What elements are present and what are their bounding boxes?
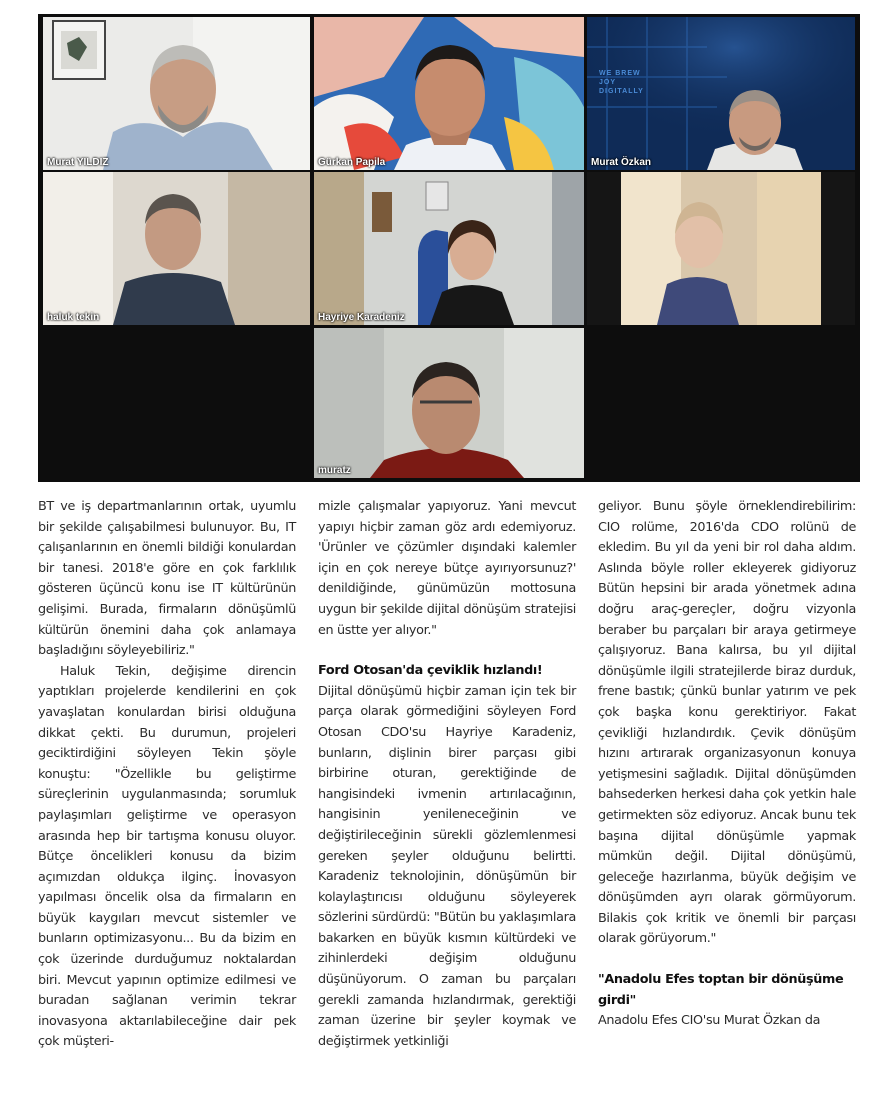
section-heading: Ford Otosan'da çeviklik hızlandı!	[318, 663, 543, 679]
participant-video-5	[314, 172, 584, 325]
article-column-1	[38, 497, 296, 1053]
poster-text: WE BREW JOY DIGITALLY	[599, 70, 644, 95]
participant-name: Hayriye Karadeniz	[318, 312, 405, 323]
article-column-2	[318, 497, 576, 1052]
participant-name: Murat YILDIZ	[47, 157, 109, 168]
participant-name: Murat Özkan	[591, 157, 652, 168]
article-paragraph: Dijital dönüşümü hiçbir zaman için tek bir parça olarak görmediğini söyleyen Ford Otosan CDO'su Hayriye Karadeniz, bunların, dişlinin birer parçası gibi birbirine oturan, gerektiğinde de hangisindeki ivmenin artırılacağının, hangisinin yenileneceğinin ve değiştirileceğinin sürekli gözlemlenmesi gereken şeyler olduğunu belirtti. Karadeniz teknolojinin, dönüşümün bir kolaylaştırıcısı olduğunu söyleyerek sözlerini sürdürdü: "Bütün bu yaklaşımlara bakarken en büyük kısmın kültürdeki ve zihinlerdeki değişim olduğunu düşünüyorum. O zaman bu parçaları gerekli zamanda hızlandırmak, gerektiği zaman üzerine bir şeyler koymak ve değiştirmek yetkinliği	[318, 683, 576, 1049]
participant-name: Gürkan Papila	[318, 157, 386, 168]
participant-video-7	[314, 328, 584, 478]
participant-video-2	[314, 17, 584, 170]
video-tile-muratz	[314, 328, 584, 478]
video-tile-murat-ozkan	[587, 17, 855, 170]
article-paragraph: Haluk Tekin, değişime direncin yaptıkları projelerde kendilerini en çok yavaşlatan konulardan birisi olduğuna dikkat çekti. Bu durumun, projeleri geciktirdiğini söyleyen Tekin şöyle konuştu: "Özellikle bu geliştirme süreçlerinin uygulanmasında; sorumluk paylaşımları geliştirme ve operasyon arasında hep bir tartışma konusu oluyor. Bütçe öncelikleri konusu da bizim açımızdan oldukça ilginç. İnovasyon yapılması öncelik olsa da firmaların en büyük kaygıları mevcut sistemler ve bunların optimizasyonu... Bu da bizim en çok üzerinde durduğumuz noktalardan biri. Mevcut yapının optimize edilmesi ve buradan sağlanan verimin tekrar inovasyona aktarılabileceğine dair pek çok müşteri-	[38, 663, 296, 1050]
video-tile-gurkan-papila	[314, 17, 584, 170]
video-tile-hayriye-karadeniz	[314, 172, 584, 325]
section-spacer	[318, 641, 576, 661]
article-paragraph: geliyor. Bunu şöyle örneklendirebilirim: CIO rolüme, 2016'da CDO rolünü de ekledim. Bu yıl da yeni bir rol daha aldım. Aslında böyle roller ekleyerek gidiyoruz Bütün hepsini bir arada yönetmek adına doğru araç-gereçler, doğru vizyonla beraber bu parçaları bir araya getirmeye çalışıyoruz. Bana kalırsa, bu yıl dijital dönüşümle ilgili stratejilerde biraz durduk, frene bastık; çünkü bunlar yatırım ve pek çok başka konu gerektiriyor. Fakat çevikliği hızlandırdık. Çevik dönüşüm hızını artırarak organizasyonun konuya yetişmesini sağladık. Dijital dönüşümden bahsederken herkesi daha çok yetkin hale getirmekten söz ediyoruz. Ancak bunu tek başına dijital dönüşümle yapmak mümkün değil. Dijital dönüşümü, geleceğe hazırlanma, büyük değişim ve dönüşümden ayrı olarak görmüyorum. Bilakis çok kritik ve önemli bir parçası olarak görüyorum."	[598, 499, 856, 947]
participant-name: muratz	[318, 465, 351, 476]
section-heading: "Anadolu Efes toptan bir dönüşüme girdi"	[598, 972, 844, 1008]
video-call-screenshot	[38, 14, 860, 482]
participant-video-4	[43, 172, 310, 325]
article-paragraph: BT ve iş departmanlarının ortak, uyumlu bir şekilde çalışabilmesi bulunuyor. Bu, IT çalışanlarının en önemli bildiği konulardan bir tanesi. 2018'e göre en çok farklılık gösteren üçüncü konu ise IT kültürünün gelişimi. Burada, firmaların dönüşümlü kültürün önemini daha çok anlamaya başladığını söyleyebiliriz."	[38, 499, 296, 659]
section-spacer	[598, 950, 856, 970]
article-paragraph: mizle çalışmalar yapıyoruz. Yani mevcut yapıyı hiçbir zaman göz ardı edemiyoruz. 'Ürünler ve çözümler dışındaki kalemler için en çok nereye bütçe ayırıyorsunuz?' denildiğinde, günümüzün mottosuna uygun bir şekilde dijital dönüşüm stratejisi en üstte yer alıyor."	[318, 499, 576, 638]
video-tile-haluk-tekin	[43, 172, 310, 325]
article-paragraph: Anadolu Efes CIO'su Murat Özkan da	[598, 1013, 821, 1029]
participant-video-6	[587, 172, 855, 325]
video-tile-murat-yildiz	[43, 17, 310, 170]
article-column-3	[598, 497, 856, 1032]
participant-name: haluk tekin	[47, 312, 100, 323]
video-tile-participant-6	[587, 172, 855, 325]
participant-video-1	[43, 17, 310, 170]
